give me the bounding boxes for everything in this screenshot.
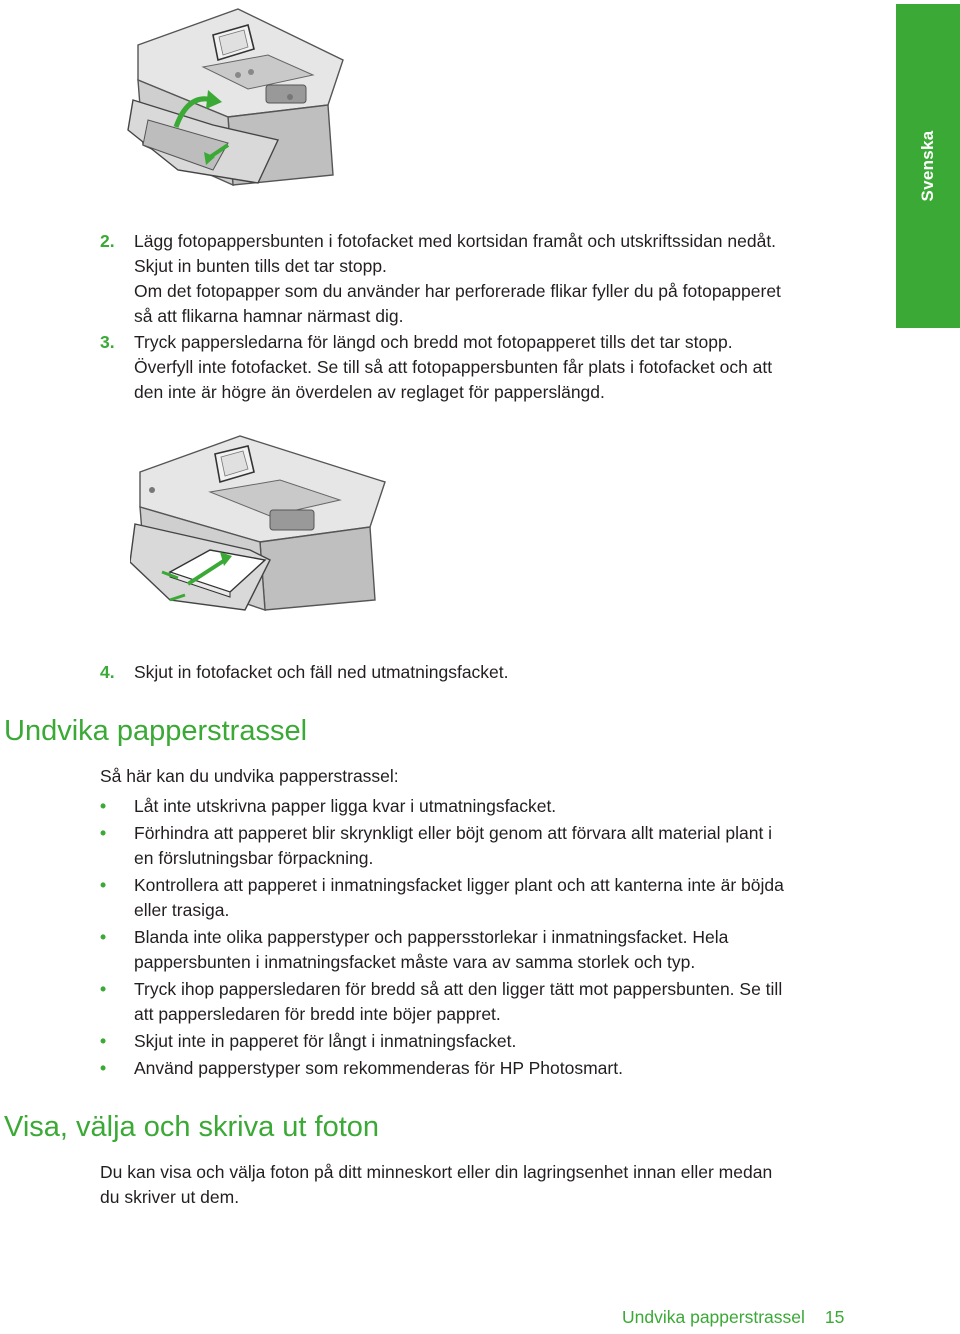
step-number: 4.	[100, 662, 115, 682]
bullet-icon: •	[100, 875, 107, 895]
list-item-text: Låt inte utskrivna papper ligga kvar i utmatningsfacket.	[134, 796, 557, 816]
section-heading-view-select-print: Visa, välja och skriva ut foton	[4, 1111, 380, 1143]
step-number: 3.	[100, 332, 115, 352]
step-3	[100, 330, 900, 405]
intro-text: Så här kan du undvika papperstrassel:	[100, 766, 399, 786]
bullet-icon: •	[100, 796, 107, 816]
step-line: Tryck pappersledarna för längd och bredd mot fotopapperet tills det tar stopp.	[134, 332, 733, 352]
page-footer	[622, 1305, 844, 1329]
list-item	[100, 873, 900, 923]
step-line: den inte är högre än överdelen av reglaget för papperslängd.	[134, 382, 605, 402]
bullet-icon: •	[100, 823, 107, 843]
step-line: Överfyll inte fotofacket. Se till så att fotopappersbunten får plats i fotofacket och att	[134, 357, 773, 377]
section-intro	[100, 764, 900, 789]
section2-paragraph	[100, 1160, 900, 1210]
list-item-text: att pappersledaren för bredd inte böjer pappret.	[134, 1004, 501, 1024]
list-item-text: Kontrollera att papperet i inmatningsfacket ligger plant och att kanterna inte är böjda	[134, 875, 784, 895]
step-line: Lägg fotopappersbunten i fotofacket med kortsidan framåt och utskriftssidan nedåt.	[134, 231, 777, 251]
footer-section-title: Undvika papperstrassel	[622, 1307, 805, 1327]
list-item	[100, 977, 900, 1027]
jam-tips-list	[100, 794, 900, 1083]
language-tab-label: Svenska	[918, 130, 937, 202]
printer-illustration-paper-loaded	[130, 432, 400, 622]
step-line: Om det fotopapper som du använder har perforerade flikar fyller du på fotopapperet	[134, 281, 781, 301]
list-item-text: eller trasiga.	[134, 900, 230, 920]
list-item-text: Blanda inte olika papperstyper och pappersstorlekar i inmatningsfacket. Hela	[134, 927, 729, 947]
bullet-icon: •	[100, 1031, 107, 1051]
printer-illustration-photo-tray-open	[118, 5, 418, 195]
list-item-text: Tryck ihop pappersledaren för bredd så att den ligger tätt mot pappersbunten. Se till	[134, 979, 783, 999]
step-line: Skjut in fotofacket och fäll ned utmatningsfacket.	[134, 662, 509, 682]
list-item	[100, 1029, 900, 1054]
list-item-text: Förhindra att papperet blir skrynkligt eller böjt genom att förvara allt material plant i	[134, 823, 773, 843]
list-item	[100, 821, 900, 871]
language-tab	[896, 4, 960, 328]
step-2	[100, 229, 900, 329]
bullet-icon: •	[100, 1058, 107, 1078]
list-item-text: en förslutningsbar förpackning.	[134, 848, 374, 868]
paragraph-line: du skriver ut dem.	[100, 1187, 240, 1207]
page-number: 15	[824, 1307, 845, 1327]
step-line: så att flikarna hamnar närmast dig.	[134, 306, 404, 326]
step-4	[100, 660, 900, 685]
bullet-icon: •	[100, 927, 107, 947]
list-item	[100, 794, 900, 819]
list-item	[100, 925, 900, 975]
step-line: Skjut in bunten tills det tar stopp.	[134, 256, 387, 276]
list-item	[100, 1056, 900, 1081]
step-number: 2.	[100, 231, 115, 251]
list-item-text: pappersbunten i inmatningsfacket måste vara av samma storlek och typ.	[134, 952, 696, 972]
list-item-text: Skjut inte in papperet för långt i inmatningsfacket.	[134, 1031, 517, 1051]
section-heading-avoid-jams: Undvika papperstrassel	[4, 715, 308, 747]
bullet-icon: •	[100, 979, 107, 999]
list-item-text: Använd papperstyper som rekommenderas för HP Photosmart.	[134, 1058, 623, 1078]
paragraph-line: Du kan visa och välja foton på ditt minneskort eller din lagringsenhet innan eller medan	[100, 1162, 773, 1182]
